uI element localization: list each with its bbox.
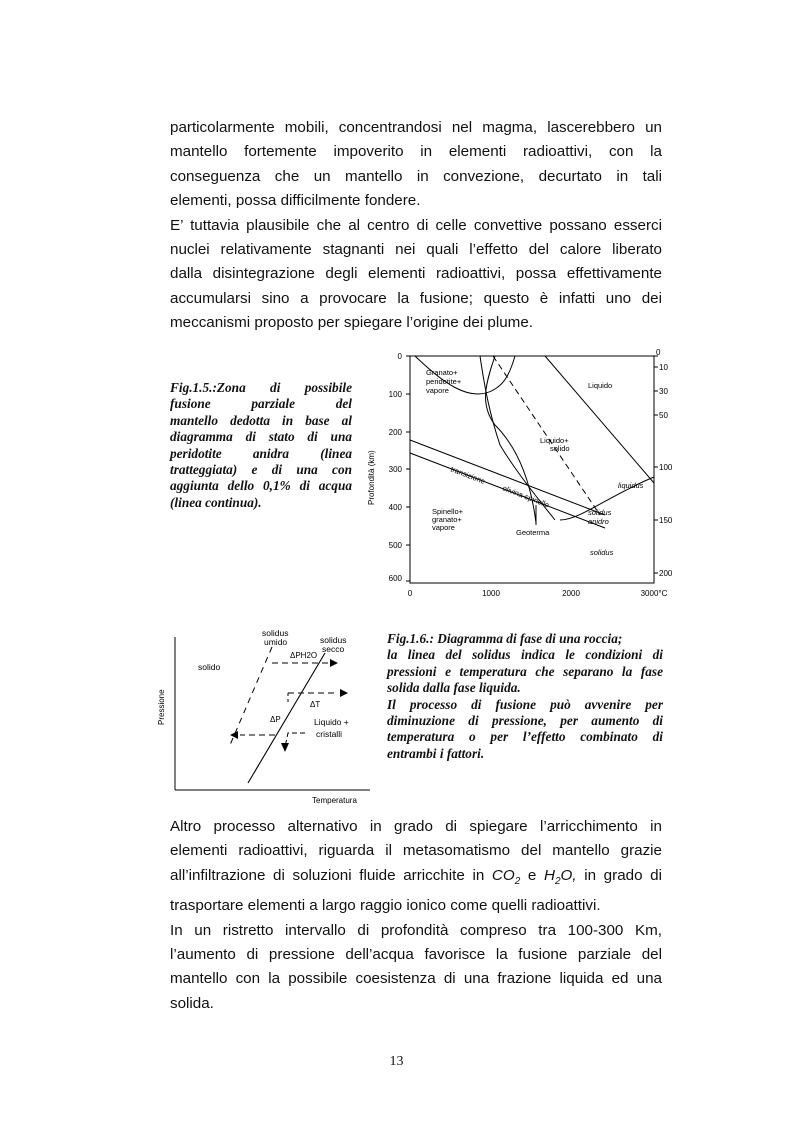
text-line: nuclei relativamente stagnanti nei quali l’effetto del calore liberato [170, 241, 662, 259]
left-tick-label: 600 [388, 574, 402, 583]
caption-line: peridotite anidra (linea [170, 445, 352, 461]
caption-line: Fig.1.5.:Zona di possibile [170, 380, 352, 395]
temperatura-label: Temperatura [312, 796, 357, 805]
bottom-tick-label: 2000 [562, 589, 580, 598]
caption-line: tratteggiata) e di una con [170, 462, 352, 478]
left-tick-label: 400 [388, 503, 402, 512]
caption-line: aggiunta dello 0,1% di acqua [170, 478, 352, 494]
caption-line: diagramma di stato di una [170, 429, 352, 445]
dt-arrowhead [340, 689, 348, 697]
caption-line: solida dalla fase liquida. [387, 680, 521, 696]
solidus-umido-line [230, 647, 272, 745]
liquidus-line [545, 356, 654, 483]
caption-line: (linea continua). [170, 494, 262, 510]
text-line: conseguenza che un mantello in convezione, decurtato in tali [170, 167, 662, 185]
text-line: mantello con la possibile coesistenza di una frazione liquida ed una [170, 970, 662, 988]
left-tick-label: 100 [388, 390, 402, 399]
caption-line: la linea del solidus indica le condizioni di [387, 647, 663, 663]
pressione-label: Pressione [157, 689, 166, 725]
dph2o-arrowhead [330, 659, 338, 667]
granato-label: peridotite+ [426, 377, 462, 386]
solidus-anidro-label: solidus [588, 508, 612, 517]
spinello-label: Spinello+ [432, 507, 464, 516]
solido-label: solido [198, 662, 221, 672]
text-line: mantello fortemente impoverito in elementi radioattivi, con la [170, 143, 662, 161]
text-line-formulas [170, 864, 662, 894]
caption-line: fusione parziale del [170, 396, 352, 412]
fig16-phase-diagram [150, 625, 375, 810]
text-line: In un ristretto intervallo di profondità compreso tra 100-300 Km, [170, 921, 662, 939]
left-axis-label: Profondità (km) [367, 450, 376, 505]
dph2o-label: ΔPH2O [290, 651, 318, 660]
fig15-phase-diagram [360, 345, 685, 605]
dp-label: ΔP [270, 715, 281, 724]
solidus-secco-label: secco [322, 644, 345, 654]
geoterma-label: Geoterma [516, 528, 550, 537]
left-tick-label: 300 [388, 465, 402, 474]
text-line: Altro processo alternativo in grado di spiegare l’arricchimento in [170, 818, 662, 835]
fig15-caption [170, 380, 352, 511]
text-line: trasportare elementi a largo raggio ionico come quelli radioattivi. [170, 897, 601, 915]
granato-label: Granato+ [426, 368, 458, 377]
caption-line: entrambi i fattori. [387, 745, 485, 761]
right-tick-label: 200 [659, 569, 673, 578]
page-number: 13 [389, 1054, 404, 1069]
text-line: meccanismi proposto per spiegare l’origine dei plume. [170, 314, 533, 332]
top-paragraph [170, 116, 662, 336]
left-tick-label: 0 [397, 352, 402, 361]
caption-line: temperatura o per l’effetto combinato di [387, 729, 663, 745]
combined-arrowhead [230, 731, 238, 739]
text-line: dalla disintegrazione degli elementi radioattivi, possa effettivamente [170, 265, 662, 283]
caption-line: mantello dedotta in base al [170, 412, 352, 428]
solidus-anidro-label: anidro [588, 517, 609, 526]
solidus-secco-label: solidus [320, 635, 347, 645]
co2-formula: $CO_2$ [491, 866, 521, 887]
caption-line: Fig.1.6.: Diagramma di fase di una roccia; [387, 631, 623, 646]
text-line: E’ tuttavia plausibile che al centro di celle convettive possano esserci [170, 216, 662, 234]
solidus-umido-label: umido [264, 637, 288, 647]
transizione-label: transizione [449, 464, 487, 486]
right-tick-label: 10 [659, 363, 668, 372]
text-line: elementi radioattivi, riguarda il metasomatismo del mantello grazie [170, 842, 662, 860]
spinello-label: granato+ [432, 515, 462, 524]
liquido-solido-label: Liquido+ [540, 436, 569, 445]
fig16-caption [387, 631, 663, 762]
left-tick-label: 200 [388, 428, 402, 437]
olivina-spinello-label: olivina-spinello [501, 483, 551, 510]
liquido-label: Liquido + [314, 717, 349, 727]
right-tick-label: 30 [659, 387, 668, 396]
left-tick-label: 500 [388, 541, 402, 550]
left-axis-ticks [406, 356, 410, 581]
text-line: l’aumento di pressione dell’acqua favorisce la fusione parziale del [170, 946, 662, 964]
liquidus-label: liquidus [618, 481, 644, 490]
text-line: particolarmente mobili, concentrandosi nel magma, lascerebbero un [170, 119, 662, 136]
caption-line: diminuzione di pressione, per aumento di [387, 713, 663, 729]
text-line: elementi, possa difficilmente fondere. [170, 192, 421, 210]
text-fragment: e [520, 866, 544, 884]
caption-line: pressioni e temperatura che separano la fase [387, 663, 663, 679]
liquido-label: Liquido [588, 381, 613, 390]
text-fragment: in grado di [576, 866, 662, 884]
bottom-tick-label: 0 [407, 589, 413, 598]
right-tick-label: 150 [659, 516, 673, 525]
right-axis-ticks [654, 356, 658, 573]
text-line: accumularsi sino a provocare la fusione; questo è infatti uno dei [170, 289, 662, 307]
solidus-umido-label: solidus [262, 628, 289, 638]
solidus-label: solidus [590, 548, 614, 557]
right-tick-label: 0 [656, 348, 661, 357]
liquido-label: cristalli [316, 729, 342, 739]
text-line: solida. [170, 994, 214, 1012]
dt-label: ΔT [310, 700, 321, 709]
caption-line: Il processo di fusione può avvenire per [387, 696, 663, 712]
dp-arrowhead [281, 743, 289, 752]
right-tick-label: 100 [659, 463, 673, 472]
bottom-tick-label: 1000 [482, 589, 500, 598]
granato-label: vapore [426, 386, 449, 395]
bottom-tick-label: 3000°C [640, 589, 668, 598]
text-fragment: all’infiltrazione di soluzioni fluide arricchite in [170, 866, 492, 884]
h2o-formula: $H_2O$, [544, 866, 577, 887]
spinello-label: vapore [432, 523, 455, 532]
right-tick-label: 50 [659, 411, 668, 420]
transition-line-upper [410, 440, 605, 515]
bottom-paragraph [170, 815, 662, 1016]
liquido-solido-label: solido [550, 444, 570, 453]
